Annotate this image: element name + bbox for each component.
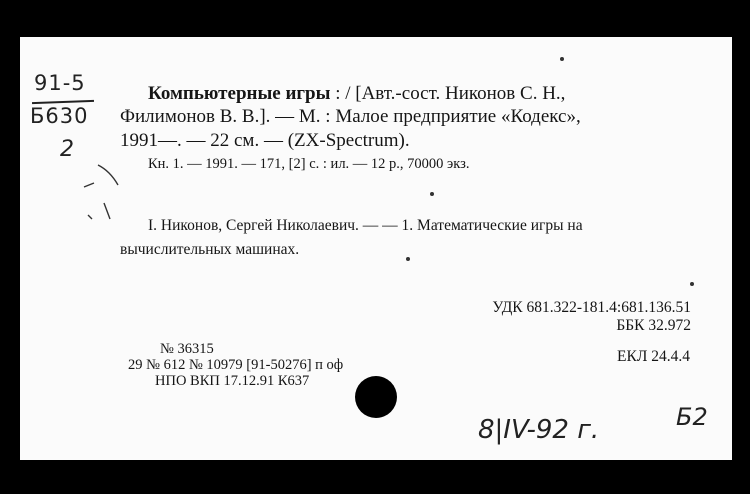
entry-title: Компьютерные игры — [148, 83, 331, 104]
entry-line-2: Филимонов В. В.]. — М. : Малое предприятие «Кодекс», — [120, 106, 581, 127]
speck — [690, 282, 694, 286]
speck — [406, 257, 410, 261]
volume-line: Кн. 1. — 1991. — 171, [2] с. : ил. — 12 р., 70000 экз. — [148, 156, 470, 172]
print-npo: НПО ВКП 17.12.91 К637 — [155, 373, 310, 389]
subject-line-2: вычислительных машинах. — [120, 241, 300, 258]
handwritten-call-number-bottom: Б630 — [30, 104, 89, 128]
print-order: 29 № 612 № 10979 [91-50276] п оф — [128, 357, 344, 373]
bbk-code: ББК 32.972 — [616, 317, 691, 334]
handwritten-initials: Б2 — [676, 403, 708, 431]
print-number: № 36315 — [160, 341, 214, 357]
ink-blot — [355, 376, 397, 418]
speck — [560, 57, 564, 61]
ekl-code: ЕКЛ 24.4.4 — [617, 348, 690, 365]
handwritten-date-stamp: 8|IV-92 г. — [478, 415, 600, 445]
udk-code: УДК 681.322-181.4:681.136.51 — [492, 299, 691, 316]
entry-line-3: 1991—. — 22 см. — (ZX-Spectrum). — [120, 130, 410, 151]
handwritten-scribble — [80, 157, 150, 227]
entry-line-1-rest: : / [Авт.-сост. Никонов С. Н., — [330, 83, 566, 104]
speck — [430, 192, 434, 196]
subject-line-1: I. Никонов, Сергей Николаевич. — — 1. Математические игры на — [148, 217, 583, 234]
entry-line-1 — [148, 83, 565, 105]
handwritten-call-number-top: 91-5 — [34, 71, 86, 95]
handwritten-mark: 2 — [60, 137, 74, 162]
